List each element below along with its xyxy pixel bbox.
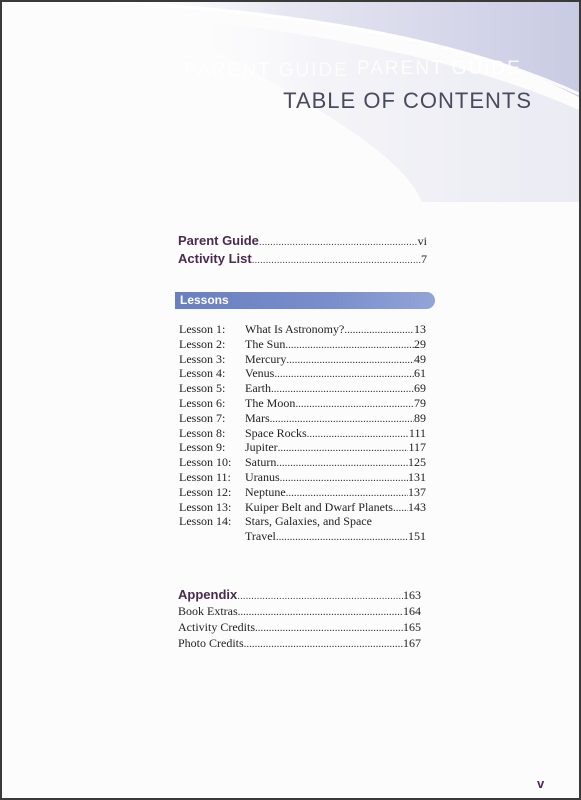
page-number: v — [537, 776, 545, 791]
lesson-row[interactable] — [179, 440, 426, 455]
dot-leader — [285, 338, 414, 353]
lesson-page: 69 — [414, 381, 426, 396]
lessons-section-header — [175, 292, 435, 309]
appendix-page: 163 — [403, 588, 421, 602]
dot-leader — [280, 471, 408, 486]
lesson-title: The Moon — [245, 395, 296, 410]
lesson-entry — [245, 337, 426, 352]
dot-leader — [244, 637, 403, 652]
toc-entry-activity-credits[interactable] — [178, 620, 421, 636]
lesson-number: Lesson 8: — [179, 425, 226, 440]
lesson-entry — [245, 440, 426, 455]
lesson-number: Lesson 2: — [179, 336, 226, 351]
lesson-number: Lesson 3: — [179, 351, 226, 366]
lesson-entry — [245, 485, 426, 500]
lesson-page: 125 — [408, 455, 426, 470]
ghost-header-text-right: PARENT GUIDE — [357, 58, 522, 79]
lesson-title: Space Rocks — [245, 425, 307, 440]
lesson-row[interactable] — [179, 322, 426, 337]
lesson-entry — [245, 366, 426, 381]
appendix-item-label: Activity Credits — [178, 620, 255, 634]
lesson-title: Jupiter — [245, 440, 278, 455]
lesson-row[interactable] — [179, 500, 426, 515]
lesson-number: Lesson 10: — [179, 455, 232, 470]
appendix-item-page: 167 — [403, 636, 421, 650]
dot-leader — [271, 382, 414, 397]
lesson-title: Earth — [245, 381, 271, 396]
lesson-row[interactable] — [179, 366, 426, 381]
dot-leader — [259, 235, 418, 251]
lesson-number: Lesson 11: — [179, 469, 231, 484]
lesson-entry — [245, 352, 426, 367]
dot-leader — [295, 397, 414, 412]
toc-entry-activity-list[interactable] — [178, 251, 427, 269]
lesson-row[interactable] — [179, 337, 426, 352]
dot-leader — [276, 530, 408, 545]
lesson-list — [179, 322, 426, 544]
dot-leader — [286, 353, 414, 368]
lesson-number: Lesson 7: — [179, 410, 226, 425]
lesson-row[interactable] — [179, 381, 426, 396]
dot-leader — [278, 441, 409, 456]
lesson-entry — [245, 381, 426, 396]
lesson-title: Kuiper Belt and Dwarf Planets — [245, 499, 393, 514]
lesson-row[interactable] — [179, 396, 426, 411]
lesson-page: 111 — [408, 425, 426, 440]
lesson-row-14[interactable] — [179, 514, 426, 544]
lesson-page: 13 — [414, 322, 426, 336]
lesson-title: The Sun — [245, 336, 286, 351]
page-title: TABLE OF CONTENTS — [283, 88, 532, 113]
lesson-page: 49 — [414, 351, 426, 366]
dot-leader — [344, 323, 414, 338]
lesson-number: Lesson 4: — [179, 366, 226, 381]
lesson-page: 151 — [408, 529, 426, 544]
toc-entry-page: vi — [417, 234, 427, 248]
dot-leader — [255, 621, 403, 636]
lesson-title: Saturn — [245, 455, 277, 470]
lesson-number: Lesson 12: — [179, 484, 232, 499]
lesson-title: Neptune — [245, 484, 286, 499]
appendix-heading: Appendix — [178, 587, 238, 602]
lesson-number: Lesson 5: — [179, 381, 226, 396]
lesson-number: Lesson 13: — [179, 499, 232, 514]
dot-leader — [238, 605, 403, 620]
toc-entry-label: Activity List — [178, 251, 252, 266]
lesson-number: Lesson 9: — [179, 440, 226, 455]
dot-leader — [276, 456, 408, 471]
appendix-block — [178, 587, 421, 652]
lesson-title: Mars — [245, 410, 270, 425]
lesson-entry — [245, 396, 426, 411]
appendix-item-label: Book Extras — [178, 604, 238, 618]
toc-entry-page: 7 — [421, 252, 427, 266]
lesson-number: Lesson 14: — [179, 514, 232, 529]
lesson-page: 89 — [414, 410, 426, 425]
lesson-entry — [245, 426, 426, 441]
lesson-entry — [245, 455, 426, 470]
lesson-title: What Is Astronomy? — [245, 322, 345, 336]
top-entries — [178, 233, 427, 269]
lesson-page: 117 — [408, 440, 426, 455]
dot-leader — [252, 253, 421, 269]
lesson-title: Uranus — [245, 469, 280, 484]
lesson-title: Stars, Galaxies, and Space — [245, 514, 372, 529]
dot-leader — [286, 486, 408, 501]
lesson-number: Lesson 1: — [179, 322, 226, 336]
lesson-page: 79 — [414, 395, 426, 410]
lesson-entry — [245, 411, 426, 426]
lesson-row[interactable] — [179, 485, 426, 500]
lesson-row[interactable] — [179, 426, 426, 441]
toc-entry-appendix[interactable] — [178, 587, 421, 604]
lesson-page: 131 — [408, 469, 426, 484]
lesson-row[interactable] — [179, 352, 426, 367]
appendix-item-label: Photo Credits — [178, 636, 244, 650]
toc-entry-photo-credits[interactable] — [178, 636, 421, 652]
lesson-row[interactable] — [179, 470, 426, 485]
dot-leader — [393, 501, 408, 516]
toc-entry-parent-guide[interactable] — [178, 233, 427, 251]
dot-leader — [274, 367, 414, 382]
lesson-page: 143 — [408, 499, 426, 514]
lesson-title: Mercury — [245, 351, 287, 366]
lesson-page: 61 — [414, 366, 426, 381]
lesson-page: 29 — [414, 336, 426, 351]
lesson-title-continued: Travel — [245, 529, 276, 544]
lesson-row[interactable] — [179, 411, 426, 426]
lesson-number: Lesson 6: — [179, 395, 226, 410]
appendix-item-page: 165 — [403, 620, 421, 634]
lesson-title: Venus — [245, 366, 275, 381]
lesson-entry — [245, 500, 426, 515]
document-page — [2, 2, 579, 798]
appendix-item-page: 164 — [403, 604, 421, 618]
lesson-entry — [245, 470, 426, 485]
lesson-row[interactable] — [179, 455, 426, 470]
dot-leader — [307, 427, 409, 442]
toc-entry-label: Parent Guide — [178, 233, 259, 248]
lessons-heading: Lessons — [180, 293, 229, 307]
dot-leader — [237, 589, 403, 604]
lesson-page: 137 — [408, 484, 426, 499]
dot-leader — [270, 412, 414, 427]
toc-entry-book-extras[interactable] — [178, 604, 421, 620]
lesson-entry — [245, 322, 426, 337]
ghost-header-text: PARENT GUIDE — [184, 60, 349, 81]
